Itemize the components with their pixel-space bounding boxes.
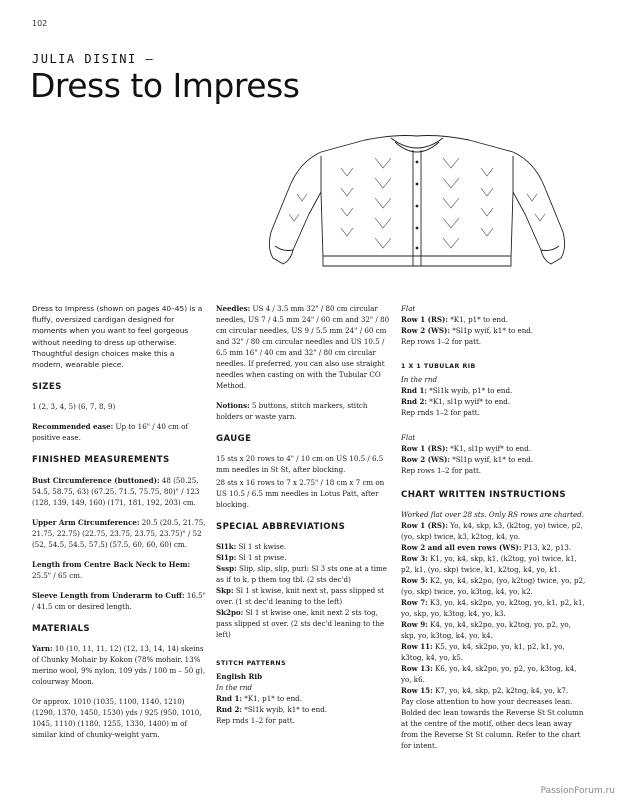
english-rib-rnd-label: In the rnd bbox=[216, 683, 252, 692]
chart-row: Row 3: K1, yo, k4, skp, k1, (k2tog, yo) twice, k1, p2, k1, (yo, skp) twice, k1, k2tog, k4, yo, k1. bbox=[401, 554, 577, 574]
yarn-alt-text: Or approx. 1010 (1035, 1100, 1140, 1210) (1290, 1370, 1450, 1530) yds / 925 (950, 1010, 1045, 1110) (1180, 1255, 1330, 1400) m of similar kind of chunky-weight yarn. bbox=[32, 696, 202, 739]
chart-row: Row 11: K5, yo, k4, sk2po, yo, k1, p2, k1, yo, k3tog, k4, yo, k5. bbox=[401, 642, 565, 662]
flat2-row1: Row 1 (RS): *K1, sl1p wyif* to end. bbox=[401, 444, 532, 453]
chart-row: Row 15: K7, yo, k4, skp, p2, k2tog, k4, yo, k7. bbox=[401, 686, 569, 695]
abbrev-item: Skp: Sl 1 st kwise, knit next st, pass slipped st over. (1 st dec'd leaning to the left) bbox=[216, 586, 384, 606]
gauge-text-2: 28 sts x 16 rows to 7 x 2.75" / 18 cm x 7 cm on US 10.5 / 6.5 mm needles in Lotus Patt, after blocking. bbox=[216, 478, 385, 509]
chart-row: Row 9: K4, yo, k4, sk2po, yo, k2tog, yo, p2, yo, skp, yo, k3tog, k4, yo, k4. bbox=[401, 620, 571, 640]
chart-heading: CHART WRITTEN INSTRUCTIONS bbox=[401, 490, 566, 500]
needles-text: Needles: US 4 / 3.5 mm 32" / 80 cm circular needles, US 7 / 4.5 mm 24" / 60 cm and 32" / 80 cm circular needles, US 9 / 5.5 mm 24" / 60 cm and 32" / 80 cm circular needles and US 10.5 / 6.5 mm 16" / 40 cm and 32" / 80 cm circular needles. If preferred, you can also use straight needles when casting on with the Tubular CO Method. bbox=[216, 304, 390, 390]
tubular-rep: Rep rnds 1–2 for patt. bbox=[401, 408, 480, 417]
watermark: PassionForum.ru bbox=[540, 786, 615, 796]
flat2-label: Flat bbox=[401, 433, 416, 442]
abbrev-item: Sl1p: Sl 1 st pwise. bbox=[216, 553, 287, 562]
chart-row: Row 1 (RS): Yo, k4, skp, k3, (k2tog, yo) twice, p2, (yo, skp) twice, k3, k2tog, k4, yo. bbox=[401, 521, 583, 541]
chart-row: Row 5: K2, yo, k4, sk2po, (yo, k2tog) twice, yo, p2, (yo, skp) twice, yo, k3tog, k4, yo, k2. bbox=[401, 576, 586, 596]
yarn-text: Yarn: 10 (10, 11, 11, 12) (12, 13, 14, 14) skeins of Chunky Mohair by Kokon (78% mohair, 13% merino wool, 9% nylon, 109 yds / 100 m – 50 g), colourway Moon. bbox=[32, 643, 206, 686]
flat-rep: Rep rows 1–2 for patt. bbox=[401, 337, 482, 346]
english-rib-title: English Rib bbox=[216, 672, 263, 681]
notions-text: Notions: 5 buttons, stitch markers, stitch holders or waste yarn. bbox=[216, 401, 368, 421]
sleeve-text: Sleeve Length from Underarm to Cuff: 16.5" / 41.5 cm or desired length. bbox=[32, 590, 206, 611]
chart-row: Row 2 and all even rows (WS): P13, k2, p13. bbox=[401, 543, 572, 552]
tubular-rib-heading: 1 X 1 TUBULAR RIB bbox=[401, 363, 476, 370]
tubular-rnd-label: In the rnd bbox=[401, 375, 437, 384]
intro-paragraph: Dress to Impress (shown on pages 40–45) is a fluffy, oversized cardigan designed for moments when you want to feel gorgeous without needing to dress up otherwise. Thoughtful design choices make this a modern, wearable piece. bbox=[32, 304, 203, 370]
chart-intro: Worked flat over 28 sts. Only RS rows are charted. bbox=[401, 510, 584, 519]
flat-row1: Row 1 (RS): *K1, p1* to end. bbox=[401, 315, 508, 324]
tubular-rnd1: Rnd 1: *Sl1k wyib, p1* to end. bbox=[401, 386, 513, 395]
flat-label: Flat bbox=[401, 304, 416, 313]
ease-text: Recommended ease: Up to 16" / 40 cm of positive ease. bbox=[32, 422, 189, 443]
abbrev-heading: SPECIAL ABBREVIATIONS bbox=[216, 522, 346, 532]
column-1 bbox=[32, 303, 206, 749]
flat-row2: Row 2 (WS): *Sl1p wyif, k1* to end. bbox=[401, 326, 534, 335]
chart-row: Row 13: K6, yo, k4, sk2po, yo, p2, yo, k3tog, k4, yo, k6. bbox=[401, 664, 577, 684]
gauge-text-1: 15 sts x 20 rows to 4" / 10 cm on US 10.5 / 6.5 mm needles in St St, after blocking. bbox=[216, 454, 384, 474]
sizes-text: 1 (2, 3, 4, 5) (6, 7, 8, 9) bbox=[32, 402, 116, 412]
page-title: Dress to Impress bbox=[30, 66, 300, 105]
cardigan-illustration bbox=[245, 128, 590, 278]
chart-note: Pay close attention to how your decreases lean. Bolded dec lean towards the Reverse St St column at the centre of the motif, other decs lean away from the Reverse St St column. Refer to the chart for intent. bbox=[401, 697, 584, 750]
sizes-heading: SIZES bbox=[32, 382, 62, 393]
length-text: Length from Centre Back Neck to Hem: 25.5" / 65 cm. bbox=[32, 559, 191, 580]
flat2-rep: Rep rows 1–2 for patt. bbox=[401, 466, 482, 475]
flat2-row2: Row 2 (WS): *Sl1p wyif, k1* to end. bbox=[401, 455, 534, 464]
abbrev-item: Sssp: Slip, slip, slip, purl: Sl 3 sts one at a time as if to k, p them tog tbl. (2 sts dec'd) bbox=[216, 564, 387, 584]
abbrev-item: Sl1k: Sl 1 st kwise. bbox=[216, 542, 287, 551]
materials-heading: MATERIALS bbox=[32, 623, 90, 634]
english-rib-rep: Rep rnds 1–2 for patt. bbox=[216, 716, 295, 725]
bust-text: Bust Circumference (buttoned): 48 (50.25, 54.5, 58.75, 63) (67.25, 71.5, 75.75, 80)" / 123 (128, 139, 149, 160) (171, 181, 192, 203) cm. bbox=[32, 475, 200, 507]
chart-row: Row 7: K3, yo, k4, sk2po, yo, k2tog, yo, k1, p2, k1, yo, skp, yo, k3tog, k4, yo, k3. bbox=[401, 598, 585, 618]
english-rib-rnd1: Rnd 1: *K1, p1* to end. bbox=[216, 694, 302, 703]
stitch-patterns-heading: STITCH PATTERNS bbox=[216, 660, 287, 667]
column-3 bbox=[401, 303, 587, 751]
tubular-rnd2: Rnd 2: *K1, sl1p wyif* to end. bbox=[401, 397, 511, 406]
gauge-heading: GAUGE bbox=[216, 434, 252, 444]
upper-arm-text: Upper Arm Circumference: 20.5 (20.5, 21.75, 21.75, 22.75) (22.75, 23.75, 23.75, 23.75)" / 52 (52, 54.5, 54.5, 57.5) (57.5, 60, 60, 60) cm. bbox=[32, 517, 206, 549]
author-name: JULIA DISINI – bbox=[32, 52, 155, 66]
column-2 bbox=[216, 303, 390, 726]
abbrev-item: Sk2po: Sl 1 st kwise one, knit next 2 sts tog, pass slipped st over. (2 sts dec'd leaning to the left) bbox=[216, 608, 385, 639]
page-number: 102 bbox=[32, 19, 48, 28]
abbrev-list bbox=[216, 541, 390, 640]
english-rib-rnd2: Rnd 2: *Sl1k wyib, k1* to end. bbox=[216, 705, 327, 714]
finished-heading: FINISHED MEASUREMENTS bbox=[32, 455, 170, 466]
